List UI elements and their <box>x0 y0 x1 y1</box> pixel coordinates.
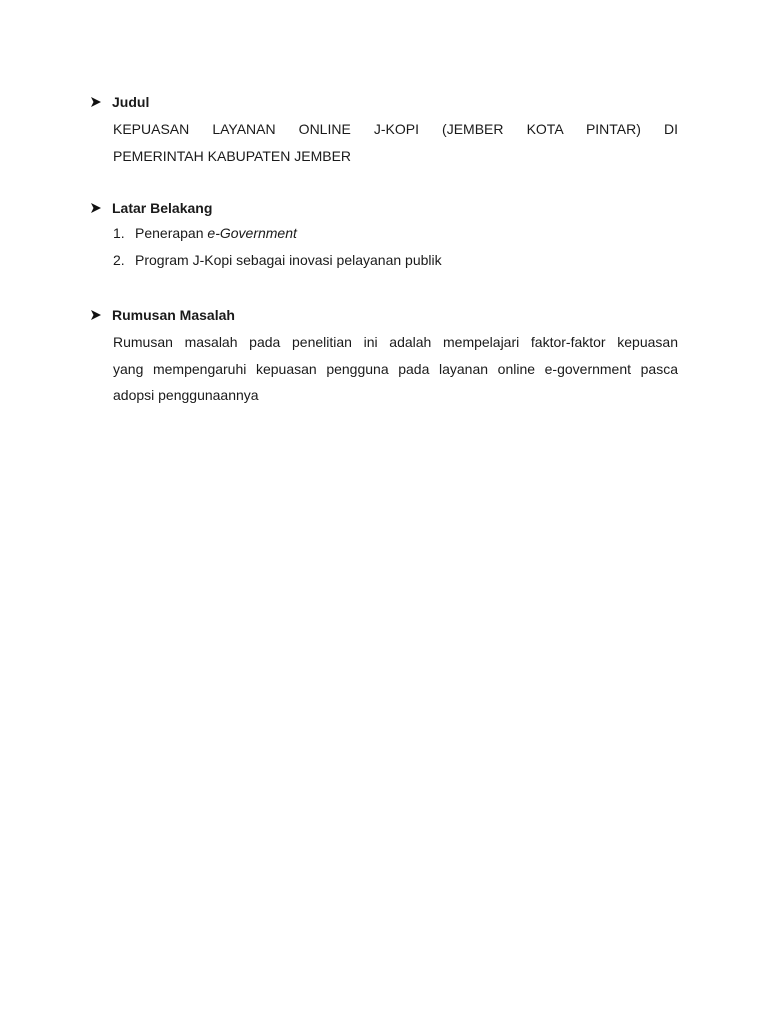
rumusan-line: Rumusan masalah pada penelitian ini adalah mempelajari faktor-faktor kepuasan <box>113 334 678 350</box>
judul-line: KEPUASAN LAYANAN ONLINE J-KOPI (JEMBER KOTA PINTAR) DI <box>113 121 678 137</box>
rumusan-line: yang mempengaruhi kepuasan pengguna pada layanan online e-government pasca <box>113 360 678 377</box>
arrowhead-bullet-icon <box>90 309 112 321</box>
judul-body <box>113 116 678 169</box>
rumusan-body <box>113 329 678 409</box>
list-item-number: 1. <box>113 225 125 241</box>
section-heading-latar-belakang: Latar Belakang <box>112 200 213 216</box>
arrowhead-bullet-icon <box>90 202 112 214</box>
latar-belakang-list <box>113 220 678 274</box>
section-heading-rumusan-masalah: Rumusan Masalah <box>112 307 235 323</box>
rumusan-line: adopsi penggunaannya <box>113 387 259 403</box>
list-item-text-italic: e-Government <box>207 225 297 241</box>
section-latar-belakang <box>90 198 678 274</box>
list-item-text-plain: Penerapan <box>135 225 208 241</box>
section-rumusan-masalah <box>90 305 678 409</box>
list-item-number: 2. <box>113 252 125 268</box>
judul-line: PEMERINTAH KABUPATEN JEMBER <box>113 147 352 164</box>
section-judul <box>90 92 678 169</box>
section-heading-judul: Judul <box>112 94 150 110</box>
list-item <box>113 220 678 247</box>
list-item <box>113 247 678 274</box>
list-item-text: Program J-Kopi sebagai inovasi pelayanan publik <box>135 252 442 268</box>
arrowhead-bullet-icon <box>90 96 112 108</box>
heading-row-rumusan-masalah <box>90 305 678 325</box>
heading-row-latar-belakang <box>90 198 678 218</box>
list-item-text <box>135 220 297 247</box>
heading-row-judul <box>90 92 678 112</box>
